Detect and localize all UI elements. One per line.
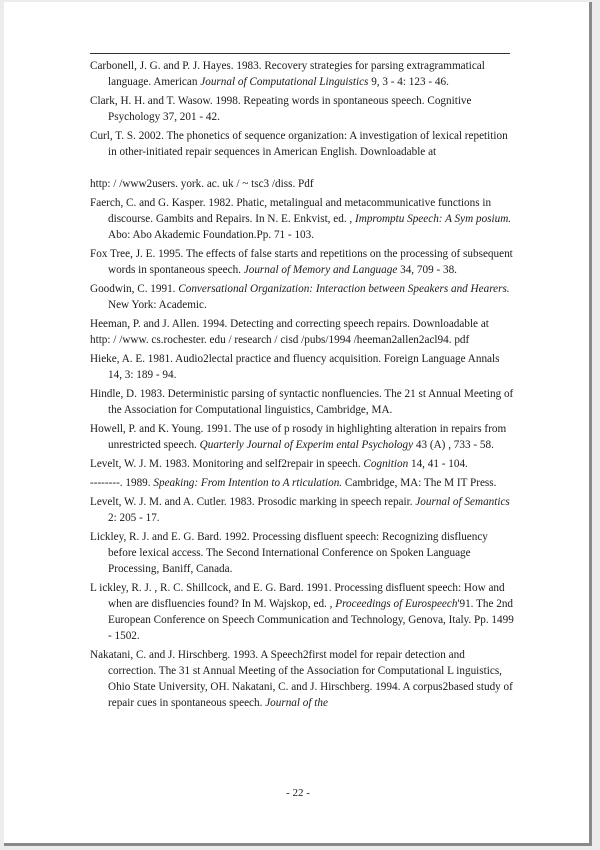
reference-item: Heeman, P. and J. Allen. 1994. Detecting and correcting speech repairs. Downloadable at http: / /www. cs.rochester. edu / research / cisd /pubs/1994 /heeman2allen2acl94. pdf <box>90 316 514 348</box>
page-number: - 22 - <box>286 787 310 799</box>
reference-item: Nakatani, C. and J. Hirschberg. 1993. A Speech2first model for repair detection and correction. The 31 st Annual Meeting of the Association for Computational L inguistics, Ohio State University, OH. Nakatani, C. and J. Hirschberg. 1994. A corpus2based study of repair cues in spontaneous speech. Journal of the <box>90 649 513 709</box>
reference-item: Fox Tree, J. E. 1995. The effects of false starts and repetitions on the processing of subsequent words in spontaneous speech. Journal of Memory and Language 34, 709 - 38. <box>90 248 513 276</box>
reference-item: Levelt, W. J. M. and A. Cutler. 1983. Prosodic marking in speech repair. Journal of Semantics 2: 205 - 17. <box>90 496 510 524</box>
reference-url: http: / /www2users. york. ac. uk / ~ tsc3 /diss. Pdf <box>90 178 314 190</box>
reference-item: Hindle, D. 1983. Deterministic parsing of syntactic nonfluencies. The 21 st Annual Meeting of the Association for Computational linguistics, Cambridge, MA. <box>90 388 514 416</box>
reference-item: Faerch, C. and G. Kasper. 1982. Phatic, metalingual and metacommunicative functions in discourse. Gambits and Repairs. In N. E. Enkvist, ed. , Impromptu Speech: A Sym posium. Abo: Abo Akademic Foundation.Pp. 71 - 103. <box>90 197 512 241</box>
reference-list <box>90 58 514 714</box>
reference-item: --------. 1989. Speaking: From Intention to A rticulation. Cambridge, MA: The M IT Press. <box>90 477 497 489</box>
reference-item: Carbonell, J. G. and P. J. Hayes. 1983. Recovery strategies for parsing extragrammatical language. American Journal of Computational Linguistics 9, 3 - 4: 123 - 46. <box>90 60 485 88</box>
reference-item: Clark, H. H. and T. Wasow. 1998. Repeating words in spontaneous speech. Cognitive Psychology 37, 201 - 42. <box>90 95 472 123</box>
reference-item: L ickley, R. J. , R. C. Shillcock, and E. G. Bard. 1991. Processing disfluent speech: How and when are disfluencies found? In M. Wajskop, ed. , Proceedings of Eurospeech'91. The 2nd European Conference on Speech Communication and Technology, Genova, Italy. Pp. 1499 - 1502. <box>90 582 514 642</box>
reference-item: Howell, P. and K. Young. 1991. The use of p rosody in highlighting alteration in repairs from unrestricted speech. Quarterly Journal of Experim ental Psychology 43 (A) , 733 - 58. <box>90 423 507 451</box>
reference-item: Hieke, A. E. 1981. Audio2lectal practice and fluency acquisition. Foreign Language Annals 14, 3: 189 - 94. <box>90 353 500 381</box>
reference-url: http: / /www. cs.rochester. edu / research / cisd /pubs/1994 /heeman2allen2acl94. pdf <box>90 334 470 346</box>
reference-item: Lickley, R. J. and E. G. Bard. 1992. Processing disfluent speech: Recognizing disfluency before lexical access. The Second International Conference on Spoken Language Processing, Baniff, Canada. <box>90 531 488 575</box>
header-rule <box>90 53 510 54</box>
reference-item: Levelt, W. J. M. 1983. Monitoring and self2repair in speech. Cognition 14, 41 - 104. <box>90 458 468 470</box>
reference-item: Curl, T. S. 2002. The phonetics of sequence organization: A investigation of lexical repetition in other-initiated repair sequences in American English. Downloadable at http: / /www2users. york. ac. uk / ~ tsc3 /diss. Pdf <box>90 128 514 192</box>
document-page <box>4 2 592 846</box>
reference-item: Goodwin, C. 1991. Conversational Organization: Interaction between Speakers and Hearers. New York: Academic. <box>90 283 510 311</box>
